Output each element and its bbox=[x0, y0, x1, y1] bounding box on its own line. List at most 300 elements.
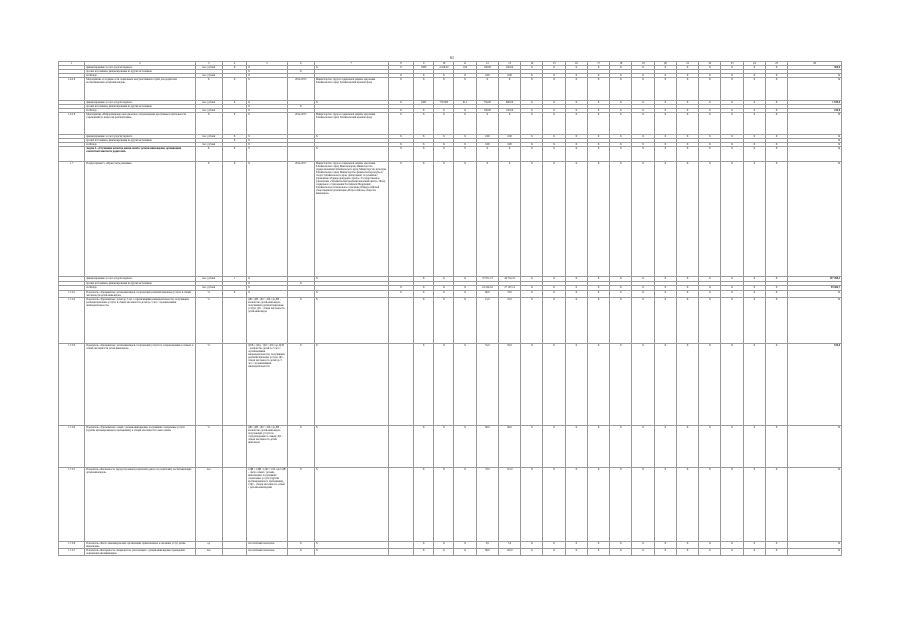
table-cell: Х bbox=[222, 66, 246, 70]
column-number-cell: 6 bbox=[287, 62, 314, 66]
table-cell: Х bbox=[654, 291, 676, 298]
table-cell: Х bbox=[654, 277, 676, 282]
table-cell: Х bbox=[565, 468, 587, 542]
table-cell: Х bbox=[788, 162, 842, 277]
table-cell: Мероприятие «Создание сети социальных консультативных служб для родителей, воспитывающих детей-инвалидов» bbox=[85, 78, 195, 101]
table-cell: Х bbox=[788, 143, 842, 147]
table-cell: Х bbox=[222, 101, 246, 105]
table-cell: Х bbox=[676, 286, 698, 291]
table-cell: Х bbox=[788, 139, 842, 143]
table-cell: Х bbox=[610, 549, 632, 556]
table-cell: Министерство труда и социальной защиты населения Забайкальского края; Забайкальский краевой фонд bbox=[314, 78, 388, 101]
table-cell: Х bbox=[498, 162, 520, 277]
table-cell: Х bbox=[654, 426, 676, 468]
table-cell: Х bbox=[543, 277, 565, 282]
table-cell: 2014-2015 bbox=[287, 78, 314, 101]
column-number-cell: 15 bbox=[543, 62, 565, 66]
table-cell: Х bbox=[434, 277, 454, 282]
table-cell: Х bbox=[721, 162, 743, 277]
table-cell: 750 000 bbox=[434, 101, 454, 105]
table-cell: 60,0 bbox=[476, 291, 498, 298]
table-cell: Х bbox=[565, 78, 587, 101]
table-cell: Х bbox=[587, 468, 609, 542]
table-cell: Х bbox=[434, 147, 454, 162]
table-cell: Х bbox=[388, 135, 413, 139]
table-row bbox=[59, 291, 842, 298]
table-cell: Х bbox=[521, 78, 543, 101]
table-cell: Х bbox=[699, 101, 721, 105]
table-cell: Х bbox=[414, 298, 434, 344]
table-cell: тыс. рублей bbox=[195, 66, 222, 70]
page-number: 61 bbox=[450, 55, 454, 60]
table-cell: абсолютный показатель bbox=[247, 542, 287, 549]
table-cell: Х bbox=[414, 549, 434, 556]
table-cell: Х bbox=[287, 344, 314, 426]
table-cell: Х bbox=[454, 286, 476, 291]
table-cell: Х bbox=[521, 109, 543, 113]
table-cell: абсолютный показатель bbox=[247, 549, 287, 556]
table-cell: Х bbox=[743, 113, 765, 135]
table-cell: Х bbox=[654, 162, 676, 277]
table-cell: 1.6.2.6 bbox=[59, 78, 85, 101]
table-cell: Х bbox=[587, 74, 609, 78]
table-cell: Х bbox=[521, 74, 543, 78]
table-cell: Х bbox=[521, 426, 543, 468]
table-row bbox=[59, 78, 842, 101]
table-cell: Х bbox=[247, 66, 287, 70]
table-cell: Х bbox=[743, 468, 765, 542]
table-cell: Х bbox=[476, 113, 498, 135]
table-cell: Х bbox=[743, 78, 765, 101]
table-cell: Х bbox=[314, 549, 388, 556]
table-cell: 100,00 bbox=[498, 109, 520, 113]
table-cell: Х bbox=[587, 286, 609, 291]
table-cell: Х bbox=[632, 277, 654, 282]
table-cell: Х bbox=[388, 66, 413, 70]
table-cell: из Фонда bbox=[85, 143, 195, 147]
table-cell bbox=[388, 542, 413, 549]
table-cell: Х bbox=[314, 468, 388, 542]
table-cell: Х bbox=[521, 101, 543, 105]
table-cell: Х bbox=[195, 147, 222, 162]
table-cell: Х bbox=[222, 291, 246, 298]
table-cell: Х bbox=[195, 78, 222, 101]
table-cell: Х bbox=[543, 426, 565, 468]
table-cell: Х bbox=[788, 147, 842, 162]
table-cell: Х bbox=[788, 74, 842, 78]
table-cell: Х bbox=[587, 542, 609, 549]
table-cell: финансирование за счет средств бюджета bbox=[85, 66, 195, 70]
column-number-cell: 19 bbox=[632, 62, 654, 66]
table-cell: Х bbox=[610, 135, 632, 139]
table-cell: Х bbox=[699, 468, 721, 542]
table-cell: Х bbox=[247, 139, 287, 143]
table-cell: Х bbox=[632, 298, 654, 344]
table-cell: 800,00 bbox=[498, 101, 520, 105]
table-cell: Х bbox=[314, 291, 388, 298]
table-cell: Х bbox=[654, 344, 676, 426]
table-cell: Х bbox=[247, 101, 287, 105]
table-cell: 0,00 bbox=[498, 135, 520, 139]
column-number-cell: 23 bbox=[721, 62, 743, 66]
table-cell: Х bbox=[434, 74, 454, 78]
table-cell: 80,0 bbox=[476, 549, 498, 556]
table-cell: Х bbox=[765, 542, 787, 549]
table-cell: Х bbox=[765, 78, 787, 101]
table-cell: ДВ = ДВ / ДО × 100, где ДВ – количество детей-инвалидов, получающих услуги по сопровождению в семьях; ДО – общая численность детей-инвалидов bbox=[247, 426, 287, 468]
table-cell: прочих источников, финансирования из других источников bbox=[85, 105, 195, 109]
table-cell: Х bbox=[498, 147, 520, 162]
table-cell: Х bbox=[632, 147, 654, 162]
table-cell: прочих источников, финансирования из других источников bbox=[85, 70, 195, 74]
table-cell: Х bbox=[434, 426, 454, 468]
table-cell: Х bbox=[765, 143, 787, 147]
table-cell: Х bbox=[287, 542, 314, 549]
table-cell: тыс. рублей bbox=[195, 286, 222, 291]
table-cell: Х bbox=[543, 147, 565, 162]
table-cell: 100,0 bbox=[788, 344, 842, 426]
table-cell: 22 224,34 bbox=[476, 286, 498, 291]
table-cell: Х bbox=[610, 113, 632, 135]
table-cell: Х bbox=[721, 147, 743, 162]
table-cell bbox=[59, 147, 85, 162]
table-cell: Х bbox=[632, 344, 654, 426]
table-cell: Х bbox=[247, 286, 287, 291]
table-cell bbox=[222, 344, 246, 426]
table-cell: % bbox=[195, 291, 222, 298]
table-cell: 27 197,14 bbox=[498, 286, 520, 291]
table-cell: 61,1 bbox=[454, 101, 476, 105]
table-cell: Х bbox=[610, 101, 632, 105]
table-cell: Х bbox=[654, 66, 676, 70]
column-number-cell: 8 bbox=[388, 62, 413, 66]
table-cell: финансирование за счет средств бюджета bbox=[85, 277, 195, 282]
table-cell: Х bbox=[676, 113, 698, 135]
table-cell: Х bbox=[610, 66, 632, 70]
table-cell: Х bbox=[587, 291, 609, 298]
table-cell: Х bbox=[414, 143, 434, 147]
table-cell: Х bbox=[543, 109, 565, 113]
table-cell: чел bbox=[195, 549, 222, 556]
table-cell bbox=[222, 468, 246, 542]
table-cell: Х bbox=[765, 147, 787, 162]
table-cell: из Фонда bbox=[85, 109, 195, 113]
table-cell: Х bbox=[699, 344, 721, 426]
table-cell: Х bbox=[587, 277, 609, 282]
table-cell: Х bbox=[721, 109, 743, 113]
table-cell: Х bbox=[222, 135, 246, 139]
table-cell: Х bbox=[434, 468, 454, 542]
table-cell: 90,0 bbox=[498, 426, 520, 468]
table-cell: Подпрограмма 5. «Право быть равными» bbox=[85, 162, 195, 277]
table-cell: 1.7.0.4 bbox=[59, 426, 85, 468]
table-cell: Х bbox=[498, 113, 520, 135]
table-cell: Х bbox=[565, 426, 587, 468]
table-cell: Х bbox=[788, 298, 842, 344]
column-number-cell: 21 bbox=[676, 62, 698, 66]
table-cell: Х bbox=[676, 78, 698, 101]
table-cell: Х bbox=[721, 74, 743, 78]
table-cell bbox=[222, 549, 246, 556]
table-cell: тыс. рублей bbox=[195, 101, 222, 105]
table-cell bbox=[388, 298, 413, 344]
table-cell: Мероприятие «Информационно-методическое сопровождение программы и деятельности учреждений по вопросам реабилитации» bbox=[85, 113, 195, 135]
table-cell: % bbox=[195, 426, 222, 468]
table-cell: Х bbox=[565, 286, 587, 291]
table-cell: Х bbox=[454, 542, 476, 549]
table-cell: Х bbox=[743, 277, 765, 282]
table-cell: Х bbox=[454, 468, 476, 542]
table-cell: Х bbox=[654, 286, 676, 291]
table-cell: Показатель «Удельный вес детей-инвалидов, получающих услуги по сопровождению в семьях, в общей численности детей-инвалидов» bbox=[85, 344, 195, 426]
table-cell: Х bbox=[247, 143, 287, 147]
table-cell: Х bbox=[610, 468, 632, 542]
table-cell: Х bbox=[765, 101, 787, 105]
table-cell: Х bbox=[247, 105, 287, 109]
table-cell: Х bbox=[521, 162, 543, 277]
table-cell: Х bbox=[195, 162, 222, 277]
table-cell: Х bbox=[654, 147, 676, 162]
table-cell: из Фонда bbox=[85, 74, 195, 78]
table-cell: Х bbox=[388, 147, 413, 162]
table-cell: Х bbox=[743, 143, 765, 147]
column-number-cell: 9 bbox=[414, 62, 434, 66]
table-cell: Х bbox=[565, 298, 587, 344]
column-number-cell: 16 bbox=[565, 62, 587, 66]
table-cell: Х bbox=[521, 291, 543, 298]
table-cell: Х bbox=[765, 74, 787, 78]
table-cell: Министерство труда и социальной защиты населения Забайкальского края; Забайкальский краевой фонд bbox=[314, 113, 388, 135]
table-cell: 3580 bbox=[414, 66, 434, 70]
table-cell: Х bbox=[454, 143, 476, 147]
table-cell: Х bbox=[587, 344, 609, 426]
table-cell: Х bbox=[521, 298, 543, 344]
table-cell: Х bbox=[247, 282, 287, 286]
table-cell: Х bbox=[543, 74, 565, 78]
table-cell: Х bbox=[632, 291, 654, 298]
table-cell: Х bbox=[765, 277, 787, 282]
table-cell: Х bbox=[543, 344, 565, 426]
table-cell: Х bbox=[610, 542, 632, 549]
table-cell: Х bbox=[498, 78, 520, 101]
table-cell: Х bbox=[434, 549, 454, 556]
table-cell: Х bbox=[388, 109, 413, 113]
table-cell: Х bbox=[454, 298, 476, 344]
table-cell: Х bbox=[587, 101, 609, 105]
column-number-cell: 24 bbox=[743, 62, 765, 66]
table-cell: 25,0 bbox=[498, 298, 520, 344]
table-cell: Х bbox=[222, 113, 246, 135]
table-cell: Х bbox=[222, 139, 246, 143]
table-cell: Х bbox=[565, 277, 587, 282]
table-cell: Х bbox=[247, 70, 287, 74]
table-cell: Х bbox=[434, 542, 454, 549]
table-cell: ед bbox=[195, 542, 222, 549]
table-cell: Х bbox=[314, 135, 388, 139]
table-cell: Х bbox=[765, 291, 787, 298]
table-cell: Х bbox=[587, 549, 609, 556]
table-cell: Х bbox=[610, 162, 632, 277]
table-cell: 80,0 bbox=[476, 426, 498, 468]
table-cell: Х bbox=[788, 426, 842, 468]
table-cell: Х bbox=[610, 109, 632, 113]
table-cell: 5,0 bbox=[498, 542, 520, 549]
table-cell: Х bbox=[699, 162, 721, 277]
table-cell: Х bbox=[676, 468, 698, 542]
table-cell: Х bbox=[543, 101, 565, 105]
table-cell: Х bbox=[610, 426, 632, 468]
table-cell: финансирование за счет средств бюджета bbox=[85, 101, 195, 105]
table-cell: Х bbox=[654, 74, 676, 78]
table-cell: чел bbox=[195, 468, 222, 542]
table-cell: Х bbox=[610, 298, 632, 344]
table-cell: Х bbox=[721, 101, 743, 105]
table-cell: Х bbox=[521, 113, 543, 135]
table-cell: Х bbox=[676, 101, 698, 105]
table-cell: Х bbox=[314, 147, 388, 162]
table-cell: 1.7.0.6 bbox=[59, 542, 85, 549]
table-cell: Х bbox=[543, 549, 565, 556]
table-cell: Министерство труда и социальной защиты населения Забайкальского края; Минобрнауки; Министерство здравоохранения Забайкальского края; Министерство культуры Забайкальского края; Министерство физической культуры и спорта Забайкальского края; Департамент по развитию; управление «Единая дежурная служба»; Государственное учреждение «Забайкальский реабилитационный центр»; Фонд социального страхования Российской Федерации; Забайкальское региональное отделение Общероссийской общественной организации «Всероссийское общество инвалидов» bbox=[314, 162, 388, 277]
table-cell: Х bbox=[632, 143, 654, 147]
table-cell: Х bbox=[414, 109, 434, 113]
table-cell: Х bbox=[434, 344, 454, 426]
table-cell: Х bbox=[721, 135, 743, 139]
table-cell: Х bbox=[743, 101, 765, 105]
table-cell: Х bbox=[434, 143, 454, 147]
table-cell: Х bbox=[610, 286, 632, 291]
table-cell: Показатель «Удельный вес семей с детьми-инвалидами, получивших социальные услуги (группы кратковременного пребывания), в общей численности таких семей» bbox=[85, 426, 195, 468]
column-number-cell: 7 bbox=[314, 62, 388, 66]
table-cell: Х bbox=[521, 344, 543, 426]
table-cell: Х bbox=[521, 542, 543, 549]
table-cell: Х bbox=[521, 549, 543, 556]
table-cell: Х bbox=[388, 143, 413, 147]
table-cell bbox=[222, 298, 246, 344]
table-cell: Х bbox=[414, 74, 434, 78]
table-cell: Х bbox=[454, 113, 476, 135]
table-cell: Показатель «Численность специалистов, работающих с детьми-инвалидами, прошедших повышение квалификации» bbox=[85, 549, 195, 556]
table-cell: Х bbox=[414, 135, 434, 139]
table-cell: 1.7.0.2 bbox=[59, 298, 85, 344]
table-cell: Х bbox=[565, 66, 587, 70]
table-cell: Х bbox=[654, 101, 676, 105]
table-cell: Х bbox=[565, 74, 587, 78]
table-cell: Х bbox=[565, 542, 587, 549]
table-cell: Х bbox=[314, 344, 388, 426]
table-cell: Х bbox=[699, 426, 721, 468]
column-number-cell: 14 bbox=[521, 62, 543, 66]
column-number-cell: 22 bbox=[699, 62, 721, 66]
table-cell: Х bbox=[654, 135, 676, 139]
table-cell: Х bbox=[414, 113, 434, 135]
table-cell: Задача 3. «Улучшение качества жизни семей с детьми-инвалидами, организация совместной занятости родителей» bbox=[85, 147, 195, 162]
table-cell: Х bbox=[788, 78, 842, 101]
table-cell: Х bbox=[414, 291, 434, 298]
table-cell: Х bbox=[632, 162, 654, 277]
table-cell: Х bbox=[434, 298, 454, 344]
table-cell bbox=[222, 542, 246, 549]
table-cell: Х bbox=[743, 298, 765, 344]
table-cell: ДСВ = ДСр / ДО × 100, где ДСВ – количество детей до 3 лет с ограничениями жизнедеятельности, получивших реабилитационные услуги; ДО – общая численность детей до 3 лет с ограничениями жизнедеятельности bbox=[247, 344, 287, 426]
table-cell: Х bbox=[454, 162, 476, 277]
table-cell: Х bbox=[610, 277, 632, 282]
table-cell: Х bbox=[721, 286, 743, 291]
table-cell: Х bbox=[414, 286, 434, 291]
column-number-cell: 10 bbox=[434, 62, 454, 66]
table-cell: Х bbox=[565, 162, 587, 277]
table-cell: Х bbox=[699, 549, 721, 556]
table-cell: 1082 bbox=[414, 101, 434, 105]
table-cell: Х bbox=[521, 147, 543, 162]
table-cell: Х bbox=[610, 143, 632, 147]
table-cell: Х bbox=[788, 468, 842, 542]
table-cell: Х bbox=[676, 143, 698, 147]
table-row bbox=[59, 113, 842, 135]
table-cell: 1 550,0 bbox=[788, 101, 842, 105]
table-cell: Х bbox=[676, 66, 698, 70]
table-cell: Х bbox=[654, 78, 676, 101]
table-cell: Х bbox=[222, 147, 246, 162]
table-cell: Х bbox=[543, 468, 565, 542]
table-cell: Х bbox=[721, 542, 743, 549]
table-cell: Х bbox=[195, 113, 222, 135]
table-cell bbox=[287, 291, 314, 298]
table-cell: Х bbox=[521, 286, 543, 291]
table-cell: 0,00 bbox=[476, 143, 498, 147]
table-cell: Х bbox=[632, 109, 654, 113]
table-cell: 0,00 bbox=[498, 143, 520, 147]
table-cell: Х bbox=[414, 162, 434, 277]
table-cell: Х bbox=[654, 542, 676, 549]
table-cell: прочих источников, финансирования из других источников bbox=[85, 139, 195, 143]
table-cell: Х bbox=[743, 542, 765, 549]
table-cell: Х bbox=[699, 74, 721, 78]
table-cell: Х bbox=[699, 298, 721, 344]
table-cell: Х bbox=[565, 147, 587, 162]
table-cell: Х bbox=[414, 78, 434, 101]
table-cell: Х bbox=[287, 426, 314, 468]
table-cell: Х bbox=[743, 74, 765, 78]
column-number-cell: 20 bbox=[654, 62, 676, 66]
table-cell: Х bbox=[247, 162, 287, 277]
table-cell: Х bbox=[743, 344, 765, 426]
table-cell: 70,0 bbox=[498, 291, 520, 298]
table-cell: 3,0 bbox=[476, 542, 498, 549]
table-cell: 37 971,13 bbox=[476, 277, 498, 282]
table-cell: 1.7.0.1 bbox=[59, 291, 85, 298]
table-cell: Х bbox=[247, 78, 287, 101]
table-cell: Х bbox=[287, 468, 314, 542]
table-cell: Х bbox=[521, 66, 543, 70]
table-cell: 164 bbox=[454, 66, 476, 70]
table-cell: Х bbox=[587, 78, 609, 101]
table-cell: Х bbox=[287, 298, 314, 344]
table-cell: Х bbox=[314, 542, 388, 549]
table-cell: Х bbox=[788, 542, 842, 549]
table-cell: Х bbox=[543, 291, 565, 298]
table-cell: Х bbox=[247, 291, 287, 298]
table-cell: Х bbox=[565, 143, 587, 147]
table-cell: Х bbox=[676, 277, 698, 282]
table-cell: Х bbox=[632, 426, 654, 468]
table-cell: Х bbox=[454, 344, 476, 426]
table-cell: Х bbox=[247, 109, 287, 113]
table-cell: Х bbox=[454, 549, 476, 556]
table-cell: Х bbox=[454, 109, 476, 113]
table-cell: Х bbox=[543, 162, 565, 277]
table-cell: Х bbox=[454, 78, 476, 101]
